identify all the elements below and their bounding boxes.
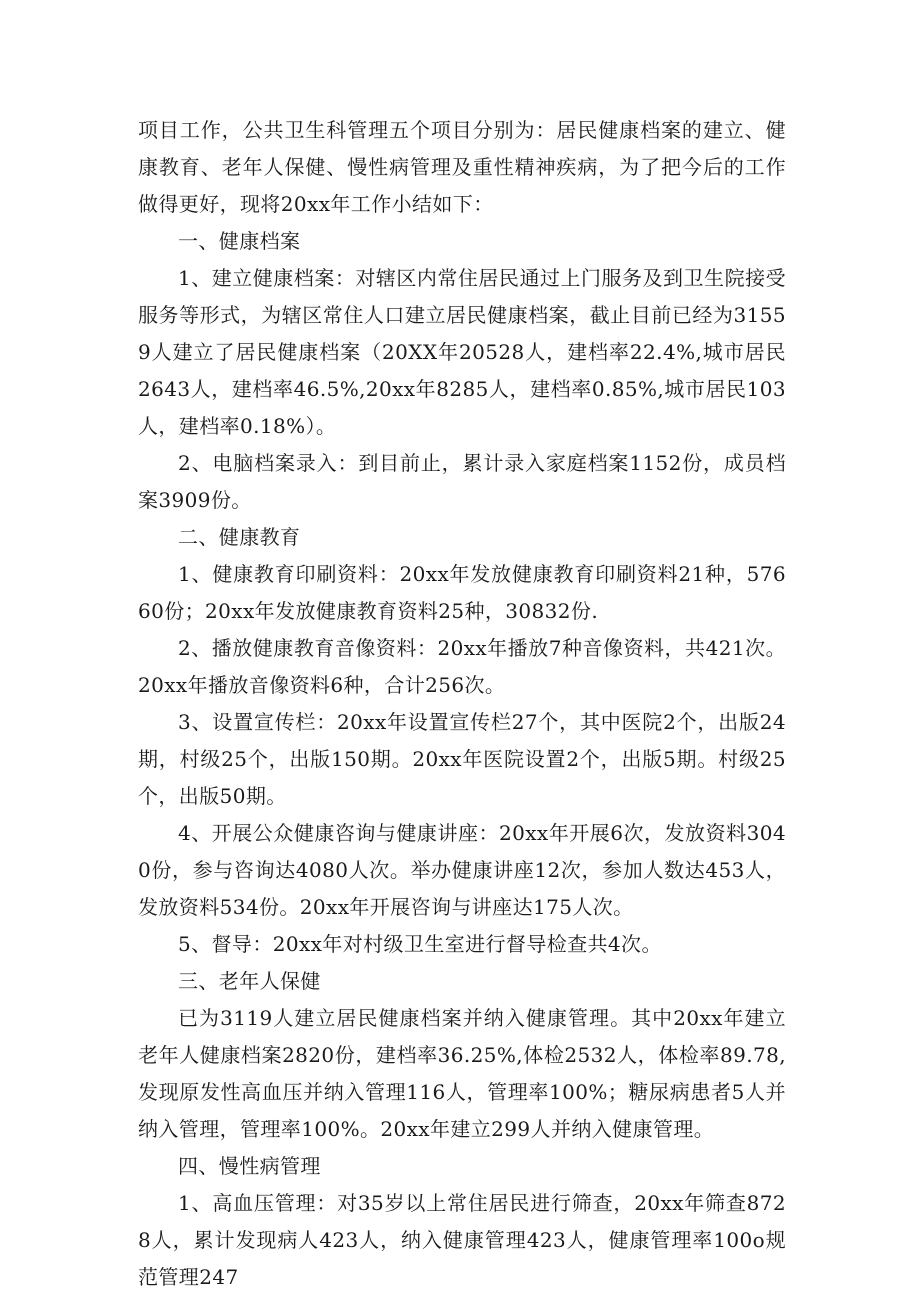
section-heading-chronic-disease: 四、慢性病管理 [178,1154,321,1178]
section-heading-elderly-care: 三、老年人保健 [178,969,321,993]
paragraph-printed-materials: 1、健康教育印刷资料：20xx年发放健康教育印刷资料21种，57660份；20xx年发放健康教育资料25种，30832份. [138,562,786,623]
paragraph-computer-records-entry: 2、电脑档案录入：到目前止，累计录入家庭档案1152份，成员档案3909份。 [138,451,786,512]
paragraph-supervision: 5、督导：20xx年对村级卫生室进行督导检查共4次。 [178,932,662,956]
paragraph-elderly-records: 已为3119人建立居民健康档案并纳入健康管理。其中20xx年建立老年人健康档案2820份，建档率36.25%,体检2532人，体检率89.78,发现原发性高血压并纳入管理116人，管理率100%；糖尿病患者5人并纳入管理，管理率100%。20xx年建立299人并纳入健康管理。 [138,1006,786,1141]
intro-paragraph: 项目工作，公共卫生科管理五个项目分别为：居民健康档案的建立、健康教育、老年人保健、慢性病管理及重性精神疾病，为了把今后的工作做得更好，现将20xx年工作小结如下： [138,118,786,216]
paragraph-hypertension-management: 1、高血压管理：对35岁以上常住居民进行筛查，20xx年筛查8728人，累计发现病人423人，纳入健康管理423人，健康管理率100o规范管理247 [138,1191,786,1289]
paragraph-bulletin-boards: 3、设置宣传栏：20xx年设置宣传栏27个，其中医院2个，出版24期，村级25个，出版150期。20xx年医院设置2个，出版5期。村级25个，出版50期。 [138,710,786,808]
paragraph-public-consultation: 4、开展公众健康咨询与健康讲座：20xx年开展6次，发放资料3040份，参与咨询达4080人次。举办健康讲座12次，参加人数达453人，发放资料534份。20xx年开展咨询与讲座达175人次。 [138,821,786,919]
document-body [138,112,786,1296]
paragraph-audio-video-materials: 2、播放健康教育音像资料：20xx年播放7种音像资料，共421次。20xx年播放音像资料6种，合计256次。 [138,636,786,697]
section-heading-health-records: 一、健康档案 [178,229,301,253]
paragraph-build-health-records: 1、建立健康档案：对辖区内常住居民通过上门服务及到卫生院接受服务等形式，为辖区常住人口建立居民健康档案，截止目前已经为31559人建立了居民健康档案（20XX年20528人，建档率22.4%,城市居民2643人，建档率46.5%,20xx年8285人，建档率0.85%,城市居民103人，建档率0.18%）。 [138,266,786,438]
section-heading-health-education: 二、健康教育 [178,525,301,549]
